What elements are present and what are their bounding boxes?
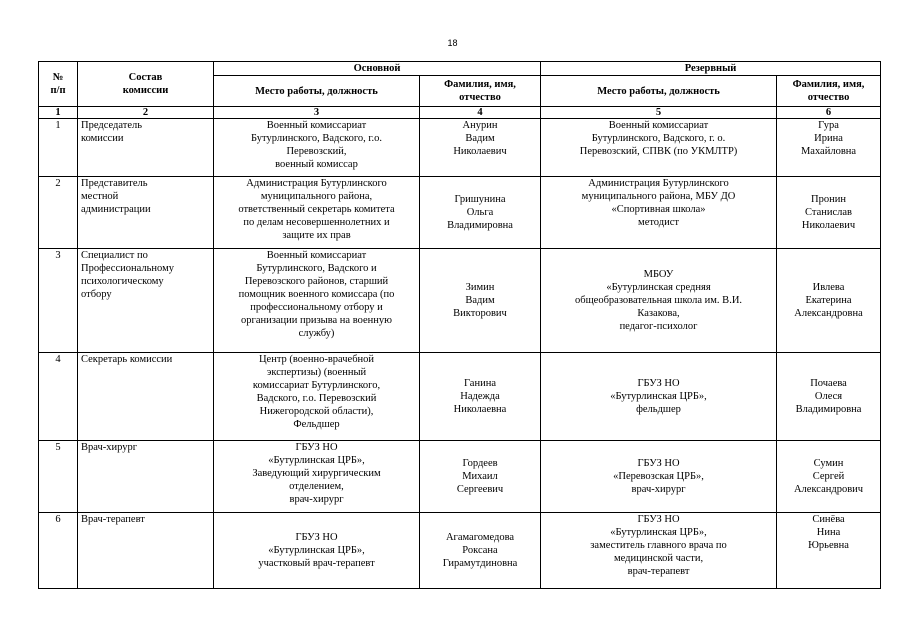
main-fullname: Агамагомедова Роксана Гирамутдиновна	[420, 513, 541, 589]
col-number: 2	[78, 107, 214, 119]
reserve-workplace: МБОУ «Бутурлинская средняя общеобразовательная школа им. В.И. Казакова, педагог-психолог	[541, 249, 777, 353]
reserve-fullname: Синёва Нина Юрьевна	[777, 513, 881, 589]
main-fullname: Гришунина Ольга Владимировна	[420, 177, 541, 249]
header-main-fullname: Фамилия, имя, отчество	[420, 76, 541, 107]
header-main: Основной	[214, 62, 541, 76]
col-number: 6	[777, 107, 881, 119]
member-role: Врач-хирург	[78, 441, 214, 513]
member-role: Представитель местной администрации	[78, 177, 214, 249]
header-composition: Состав комиссии	[78, 62, 214, 107]
main-workplace: Военный комиссариат Бутурлинского, Вадского, г.о. Перевозский, военный комиссар	[214, 119, 420, 177]
main-workplace: Центр (военно-врачебной экспертизы) (военный комиссариат Бутурлинского, Вадского, г.о. Перевозский Нижегородской области), Фельдшер	[214, 353, 420, 441]
member-role: Специалист по Профессиональному психологическому отбору	[78, 249, 214, 353]
main-workplace: Администрация Бутурлинского муниципального района, ответственный секретарь комитета по делам несовершеннолетних и защите их прав	[214, 177, 420, 249]
reserve-fullname: Ивлева Екатерина Александровна	[777, 249, 881, 353]
col-number: 5	[541, 107, 777, 119]
table-row	[39, 441, 881, 513]
header-main-workplace: Место работы, должность	[214, 76, 420, 107]
main-fullname: Анурин Вадим Николаевич	[420, 119, 541, 177]
row-number: 3	[39, 249, 78, 353]
main-workplace: ГБУЗ НО «Бутурлинская ЦРБ», Заведующий хирургическим отделением, врач-хирург	[214, 441, 420, 513]
col-number: 1	[39, 107, 78, 119]
row-number: 4	[39, 353, 78, 441]
row-number: 5	[39, 441, 78, 513]
member-role: Секретарь комиссии	[78, 353, 214, 441]
col-number: 4	[420, 107, 541, 119]
header-reserve-fullname: Фамилия, имя, отчество	[777, 76, 881, 107]
reserve-workplace: Военный комиссариат Бутурлинского, Вадского, г. о. Перевозский, СПВК (по УКМЛТР)	[541, 119, 777, 177]
table-row	[39, 249, 881, 353]
header-reserve: Резервный	[541, 62, 881, 76]
col-number: 3	[214, 107, 420, 119]
reserve-fullname: Сумин Сергей Александрович	[777, 441, 881, 513]
commission-table	[38, 61, 881, 589]
main-workplace: Военный комиссариат Бутурлинского, Вадского и Перевозского районов, старший помощник военного комиссара (по профессиональному отбору и организации призыва на военную службу)	[214, 249, 420, 353]
reserve-workplace: ГБУЗ НО «Перевозская ЦРБ», врач-хирург	[541, 441, 777, 513]
table-row	[39, 353, 881, 441]
row-number: 1	[39, 119, 78, 177]
reserve-workplace: ГБУЗ НО «Бутурлинская ЦРБ», фельдшер	[541, 353, 777, 441]
reserve-fullname: Почаева Олеся Владимировна	[777, 353, 881, 441]
row-number: 6	[39, 513, 78, 589]
table-row	[39, 119, 881, 177]
table-row	[39, 177, 881, 249]
member-role: Председатель комиссии	[78, 119, 214, 177]
table-row	[39, 513, 881, 589]
header-num: № п/п	[39, 62, 78, 107]
reserve-fullname: Гура Ирина Махайловна	[777, 119, 881, 177]
reserve-workplace: ГБУЗ НО «Бутурлинская ЦРБ», заместитель главного врача по медицинской части, врач-терапевт	[541, 513, 777, 589]
reserve-workplace: Администрация Бутурлинского муниципального района, МБУ ДО «Спортивная школа» методист	[541, 177, 777, 249]
main-fullname: Зимин Вадим Викторович	[420, 249, 541, 353]
main-fullname: Гордеев Михаил Сергеевич	[420, 441, 541, 513]
main-fullname: Ганина Надежда Николаевна	[420, 353, 541, 441]
member-role: Врач-терапевт	[78, 513, 214, 589]
row-number: 2	[39, 177, 78, 249]
header-reserve-workplace: Место работы, должность	[541, 76, 777, 107]
page-number: 18	[447, 38, 458, 48]
reserve-fullname: Пронин Станислав Николаевич	[777, 177, 881, 249]
main-workplace: ГБУЗ НО «Бутурлинская ЦРБ», участковый врач-терапевт	[214, 513, 420, 589]
